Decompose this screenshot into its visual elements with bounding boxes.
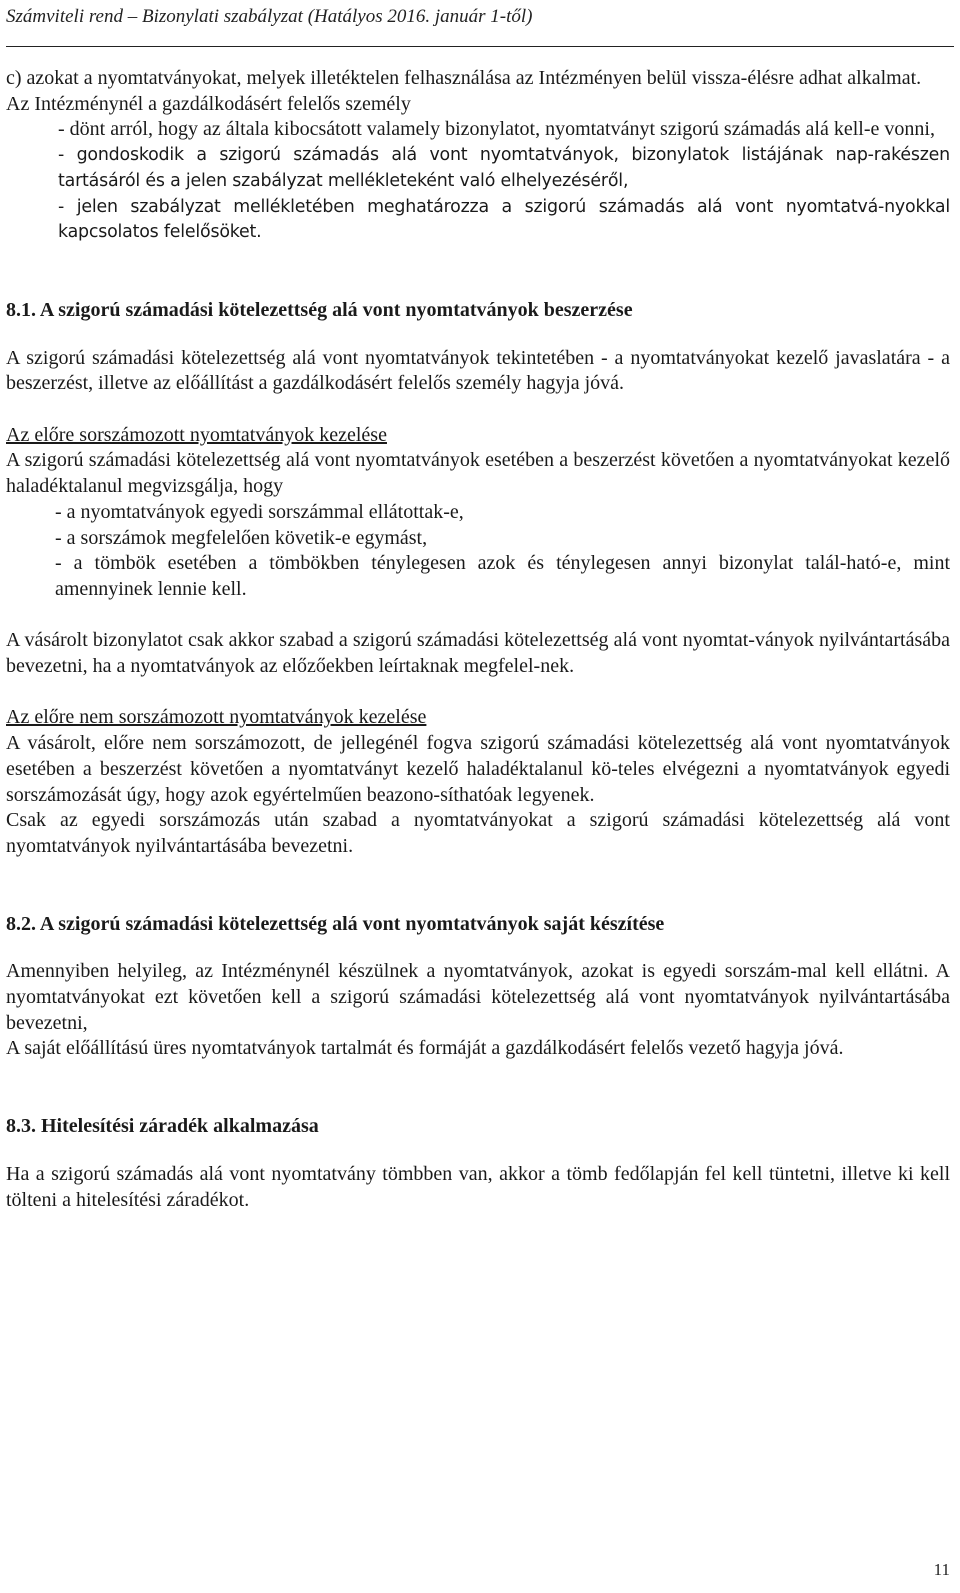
running-title: Számviteli rend – Bizonylati szabályzat (Hatályos 2016. január 1-től) [6,6,533,27]
responsible-lead: Az Intézménynél a gazdálkodásért felelős személy [6,92,411,115]
section-8-2-paragraph-2: A saját előállítású üres nyomtatványok tartalmát és formáját a gazdálkodásért felelős vezető hagyja jóvá. [6,1037,844,1060]
after-numbering-paragraph: Csak az egyedi sorszámozás után szabad a nyomtatványokat a szigorú számadási kötelezettség alá vont nyomtatványok nyilvántartásába bevezetni. [6,809,950,857]
unnumbered-forms-title: Az előre nem sorszámozott nyomtatványok kezelése [6,706,427,729]
numbered-forms-title: Az előre sorszámozott nyomtatványok kezelése [6,423,387,446]
check-item-2: - a sorszámok megfelelően követik-e egymást, [55,526,428,549]
document-body [6,66,950,1213]
section-8-3-paragraph: Ha a szigorú számadás alá vont nyomtatvány tömbben van, akkor a tömb fedőlapján fel kell tüntetni, illetve ki kell tölteni a hitelesítési záradékot. [6,1162,950,1211]
section-8-3-heading: 8.3. Hitelesítési záradék alkalmazása [6,1115,319,1138]
page-header [6,0,954,47]
purchased-forms-paragraph: A vásárolt bizonylatot csak akkor szabad a szigorú számadási kötelezettség alá vont nyomtat-ványok nyilvántartásába bevezetni, ha a nyomtatványok az előzőekben leírtaknak megfelel-nek. [6,629,950,678]
duty-1: - dönt arról, hogy az általa kibocsátott valamely bizonylatot, nyomtatványt szigorú számadás alá kell-e vonni, [58,118,935,141]
section-8-2-paragraph-1: Amennyiben helyileg, az Intézménynél készülnek a nyomtatványok, azokat is egyedi sorszám-mal kell ellátni. A nyomtatványokat ezt követően kell a szigorú számadási kötelezettség alá vont nyomtatványok nyilvántartásába bevezetni, [6,960,950,1034]
section-8-1-paragraph: A szigorú számadási kötelezettség alá vont nyomtatványok tekintetében - a nyomtatványokat kezelő javaslatára - a beszerzést, illetve az előállítást a gazdálkodásért felelős személy hagyja jóvá. [6,346,950,395]
check-item-1: - a nyomtatványok egyedi sorszámmal ellátottak-e, [55,500,464,523]
intro-item-c: c) azokat a nyomtatványokat, melyek illetéktelen felhasználása az Intézményen belül vissza-élésre adhat alkalmat. [6,67,922,89]
section-8-2-heading: 8.2. A szigorú számadási kötelezettség alá vont nyomtatványok saját készítése [6,912,665,935]
section-8-1-heading: 8.1. A szigorú számadási kötelezettség alá vont nyomtatványok beszerzése [6,298,633,321]
duty-2: - gondoskodik a szigorú számadás alá vont nyomtatványok, bizonylatok listájának nap-rakészen tartásáról és a jelen szabályzat mellékleteként való elhelyezéséről, [58,145,950,191]
unnumbered-forms-paragraph: A vásárolt, előre nem sorszámozott, de jellegénél fogva szigorú számadási kötelezettség alá vont nyomtatványok esetében a beszerzést követően a nyomtatványt kezelő haladéktalanul kö-teles elvégezni a nyomtatványok egyedi sorszámozását úgy, hogy azok egyértelműen beazono-síthatóak legyenek. [6,732,950,806]
duty-3: - jelen szabályzat mellékletében meghatározza a szigorú számadás alá vont nyomtatvá-nyokkal kapcsolatos felelősöket. [58,196,950,243]
numbered-forms-paragraph: A szigorú számadási kötelezettség alá vont nyomtatványok esetében a beszerzést követően a nyomtatványokat kezelő haladéktalanul megvizsgálja, hogy [6,449,950,498]
page-number: 11 [933,1560,950,1579]
check-item-3: - a tömbök esetében a tömbökben ténylegesen azok és ténylegesen annyi bizonylat talál-ható-e, mint amennyinek lennie kell. [55,552,950,600]
